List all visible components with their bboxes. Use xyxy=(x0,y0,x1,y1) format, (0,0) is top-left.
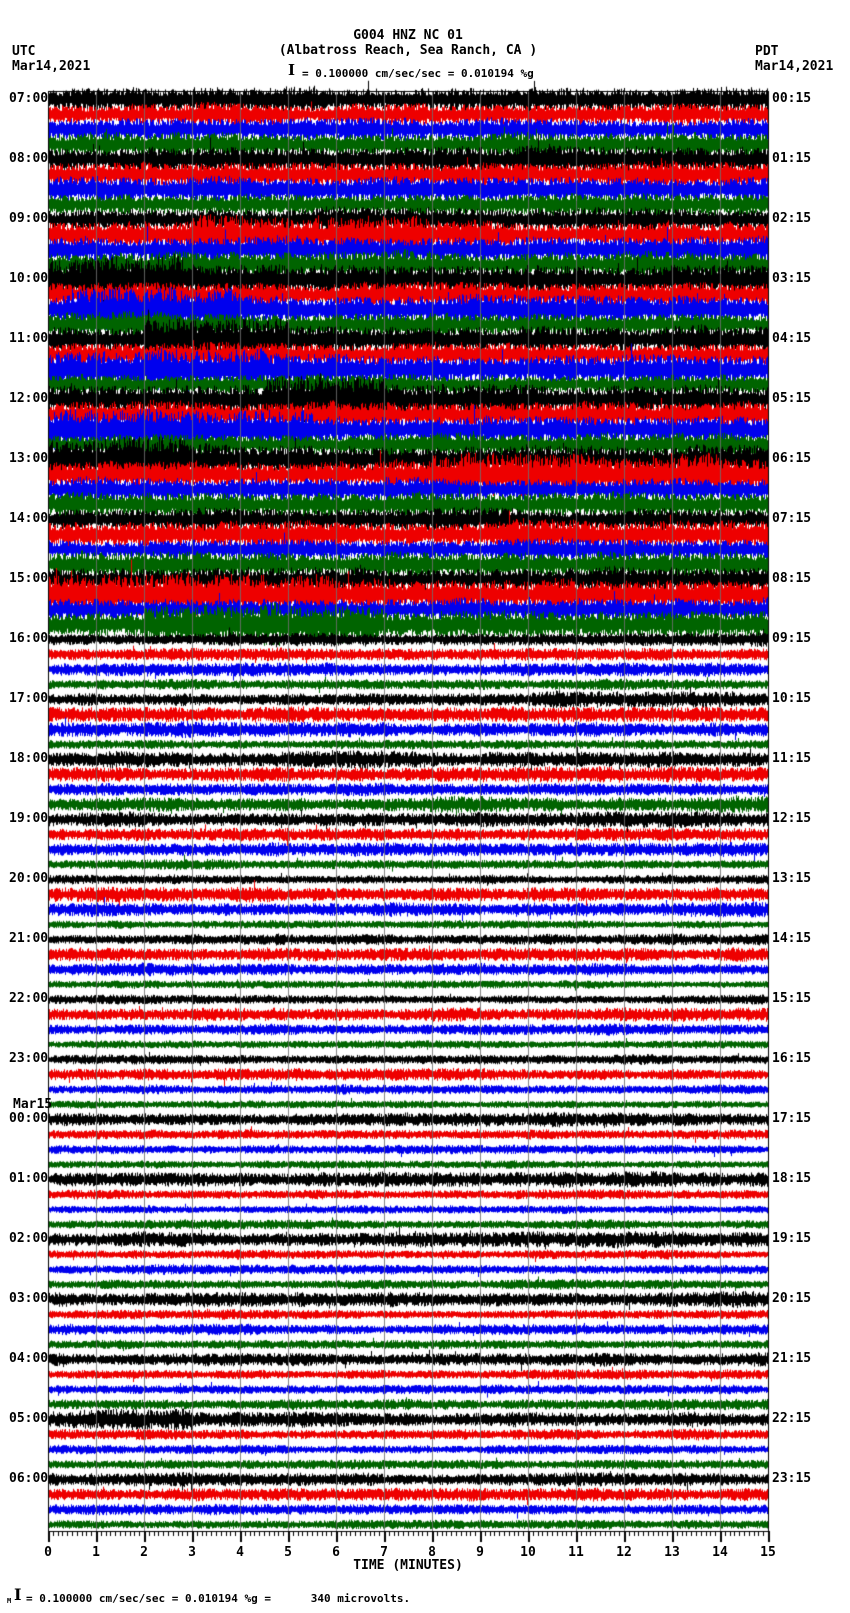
pdt-hour-label: 19:15 xyxy=(772,1231,812,1246)
pdt-hour-label: 23:15 xyxy=(772,1471,812,1486)
utc-hour-label: 06:00 xyxy=(9,1471,49,1486)
pdt-hour-label: 17:15 xyxy=(772,1111,812,1126)
x-tick-label: 4 xyxy=(236,1545,244,1560)
pdt-hour-label: 10:15 xyxy=(772,691,812,706)
page-title: G004 HNZ NC 01 xyxy=(353,28,463,43)
utc-hour-label: 22:00 xyxy=(9,991,49,1006)
pdt-hour-label: 21:15 xyxy=(772,1351,812,1366)
left-date-label: Mar14,2021 xyxy=(12,59,91,74)
pdt-hour-label: 07:15 xyxy=(772,511,812,526)
utc-hour-label: 12:00 xyxy=(9,391,49,406)
x-tick-label: 3 xyxy=(188,1545,196,1560)
pdt-hour-label: 18:15 xyxy=(772,1171,812,1186)
pdt-hour-label: 08:15 xyxy=(772,571,812,586)
pdt-hour-label: 04:15 xyxy=(772,331,812,346)
utc-hour-label: 20:00 xyxy=(9,871,49,886)
left-timezone-label: UTC xyxy=(12,44,36,59)
pdt-hour-label: 11:15 xyxy=(772,751,812,766)
footer-scale-note: = 0.100000 cm/sec/sec = 0.010194 %g = 340 microvolts. xyxy=(26,1592,411,1605)
x-tick-label: 10 xyxy=(520,1545,536,1560)
x-tick-label: 7 xyxy=(380,1545,388,1560)
utc-hour-label: 19:00 xyxy=(9,811,49,826)
utc-hour-label: 04:00 xyxy=(9,1351,49,1366)
utc-hour-label: 03:00 xyxy=(9,1291,49,1306)
pdt-hour-label: 06:15 xyxy=(772,451,812,466)
pdt-hour-label: 01:15 xyxy=(772,151,812,166)
utc-hour-label: 09:00 xyxy=(9,211,49,226)
right-timezone-label: PDT xyxy=(755,44,779,59)
pdt-hour-label: 03:15 xyxy=(772,271,812,286)
right-date-label: Mar14,2021 xyxy=(755,59,834,74)
utc-hour-label: 10:00 xyxy=(9,271,49,286)
pdt-hour-label: 02:15 xyxy=(772,211,812,226)
pdt-hour-label: 14:15 xyxy=(772,931,812,946)
utc-hour-label: 14:00 xyxy=(9,511,49,526)
utc-hour-label: 23:00 xyxy=(9,1051,49,1066)
pdt-hour-label: 00:15 xyxy=(772,91,812,106)
x-tick-label: 8 xyxy=(428,1545,436,1560)
utc-hour-label: 00:00 xyxy=(9,1111,49,1126)
x-tick-label: 15 xyxy=(760,1545,776,1560)
utc-hour-label: 02:00 xyxy=(9,1231,49,1246)
x-tick-label: 14 xyxy=(712,1545,728,1560)
footer-prefix-glyph: M xyxy=(7,1597,12,1605)
utc-hour-label: 11:00 xyxy=(9,331,49,346)
pdt-hour-label: 22:15 xyxy=(772,1411,812,1426)
x-tick-label: 0 xyxy=(44,1545,52,1560)
x-tick-label: 5 xyxy=(284,1545,292,1560)
utc-hour-label: 15:00 xyxy=(9,571,49,586)
x-tick-label: 1 xyxy=(92,1545,100,1560)
utc-hour-label: 17:00 xyxy=(9,691,49,706)
x-tick-label: 2 xyxy=(140,1545,148,1560)
pdt-hour-label: 12:15 xyxy=(772,811,812,826)
x-tick-label: 9 xyxy=(476,1545,484,1560)
x-tick-label: 6 xyxy=(332,1545,340,1560)
utc-hour-label: 05:00 xyxy=(9,1411,49,1426)
scale-bar-icon: I xyxy=(288,61,296,79)
utc-hour-label: 07:00 xyxy=(9,91,49,106)
date-change-label: Mar15 xyxy=(13,1097,53,1112)
pdt-hour-label: 16:15 xyxy=(772,1051,812,1066)
footer-scale-bar-icon: I xyxy=(14,1585,22,1604)
x-tick-label: 13 xyxy=(664,1545,680,1560)
utc-hour-label: 21:00 xyxy=(9,931,49,946)
pdt-hour-label: 15:15 xyxy=(772,991,812,1006)
utc-hour-label: 16:00 xyxy=(9,631,49,646)
x-tick-label: 12 xyxy=(616,1545,632,1560)
x-tick-label: 11 xyxy=(568,1545,584,1560)
scale-label: = 0.100000 cm/sec/sec = 0.010194 %g xyxy=(302,67,534,80)
utc-hour-label: 08:00 xyxy=(9,151,49,166)
x-axis-title: TIME (MINUTES) xyxy=(353,1558,463,1573)
station-subtitle: (Albatross Reach, Sea Ranch, CA ) xyxy=(278,43,538,58)
pdt-hour-label: 05:15 xyxy=(772,391,812,406)
utc-hour-label: 18:00 xyxy=(9,751,49,766)
utc-hour-label: 13:00 xyxy=(9,451,49,466)
pdt-hour-label: 09:15 xyxy=(772,631,812,646)
pdt-hour-label: 13:15 xyxy=(772,871,812,886)
utc-hour-label: 01:00 xyxy=(9,1171,49,1186)
pdt-hour-label: 20:15 xyxy=(772,1291,812,1306)
